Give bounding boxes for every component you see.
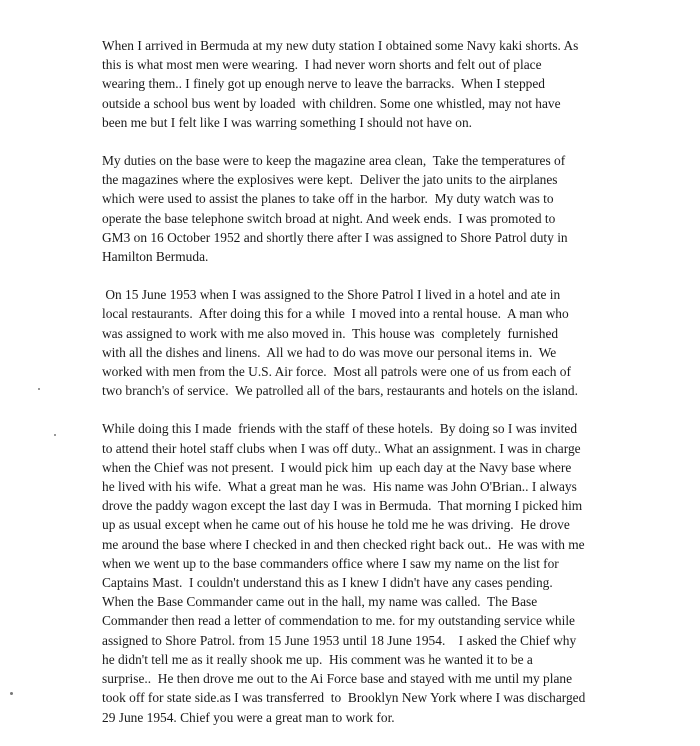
text-line: the magazines where the explosives were kept. Deliver the jato units to the airplanes — [102, 172, 558, 188]
text-line: Captains Mast. I couldn't understand this as I knew I didn't have any cases pending. — [102, 575, 553, 591]
text-line: When the Base Commander came out in the hall, my name was called. The Base — [102, 594, 538, 610]
text-line: worked with men from the U.S. Air force. Most all patrols were one of us from each of — [102, 364, 571, 380]
text-line: Commander then read a letter of commendation to me. for my outstanding service while — [102, 613, 575, 629]
text-line: 29 June 1954. Chief you were a great man to work for. — [102, 709, 395, 725]
text-line: he didn't tell me as it really shook me up. His comment was he wanted it to be a — [102, 651, 533, 667]
text-line: he lived with his wife. What a great man he was. His name was John O'Brian.. I always — [102, 479, 577, 495]
text-line: was assigned to work with me also moved in. This house was completely furnished — [102, 325, 559, 341]
text-line: this is what most men were wearing. I had never worn shorts and felt out of place — [102, 57, 542, 73]
paragraph-arrival — [102, 36, 662, 132]
text-line: took off for state side.as I was transferred to Brooklyn New York where I was discharged — [102, 690, 586, 706]
text-line: to attend their hotel staff clubs when I was off duty.. What an assignment. I was in charge — [102, 440, 581, 456]
scan-speck — [54, 434, 56, 436]
text-line: wearing them.. I finely got up enough nerve to leave the barracks. When I stepped — [102, 76, 545, 92]
text-line: surprise.. He then drove me out to the Ai Force base and stayed with me until my plane — [102, 671, 573, 687]
text-line: assigned to Shore Patrol. from 15 June 1953 until 18 June 1954. I asked the Chief why — [102, 632, 577, 648]
scan-speck — [38, 388, 40, 390]
text-line: two branch's of service. We patrolled all of the bars, restaurants and hotels on the island. — [102, 383, 578, 399]
text-line: Hamilton Bermuda. — [102, 249, 209, 265]
text-line: outside a school bus went by loaded with children. Some one whistled, may not have — [102, 95, 561, 111]
text-line: been me but I felt like I was warring something I should not have on. — [102, 114, 473, 130]
text-line: My duties on the base were to keep the magazine area clean, Take the temperatures of — [102, 153, 566, 169]
text-line: me around the base where I checked in and then checked right back out.. He was with me — [102, 536, 585, 552]
paragraph-shore-patrol — [102, 285, 662, 400]
document-body — [102, 36, 662, 746]
text-line: drove the paddy wagon except the last day I was in Bermuda. That morning I picked him — [102, 498, 583, 514]
text-line: GM3 on 16 October 1952 and shortly there after I was assigned to Shore Patrol duty in — [102, 229, 568, 245]
scan-speck — [10, 692, 13, 695]
text-line: On 15 June 1953 when I was assigned to the Shore Patrol I lived in a hotel and ate in — [102, 287, 561, 303]
paragraph-duties — [102, 151, 662, 266]
text-line: when we went up to the base commanders office where I saw my name on the list for — [102, 555, 559, 571]
text-line: when the Chief was not present. I would pick him up each day at the Navy base where — [102, 459, 572, 475]
text-line: which were used to assist the planes to take off in the harbor. My duty watch was to — [102, 191, 554, 207]
text-line: local restaurants. After doing this for a while I moved into a rental house. A man who — [102, 306, 569, 322]
text-line: When I arrived in Bermuda at my new duty station I obtained some Navy kaki shorts. As — [102, 38, 579, 53]
text-line: with all the dishes and linens. All we had to do was move our personal items in. We — [102, 344, 557, 360]
paragraph-hotels-and-chief — [102, 419, 662, 726]
text-line: operate the base telephone switch broad at night. And week ends. I was promoted to — [102, 210, 556, 226]
text-line: up as usual except when he came out of his house he told me he was driving. He drove — [102, 517, 570, 533]
text-line: While doing this I made friends with the staff of these hotels. By doing so I was invited — [102, 421, 578, 437]
